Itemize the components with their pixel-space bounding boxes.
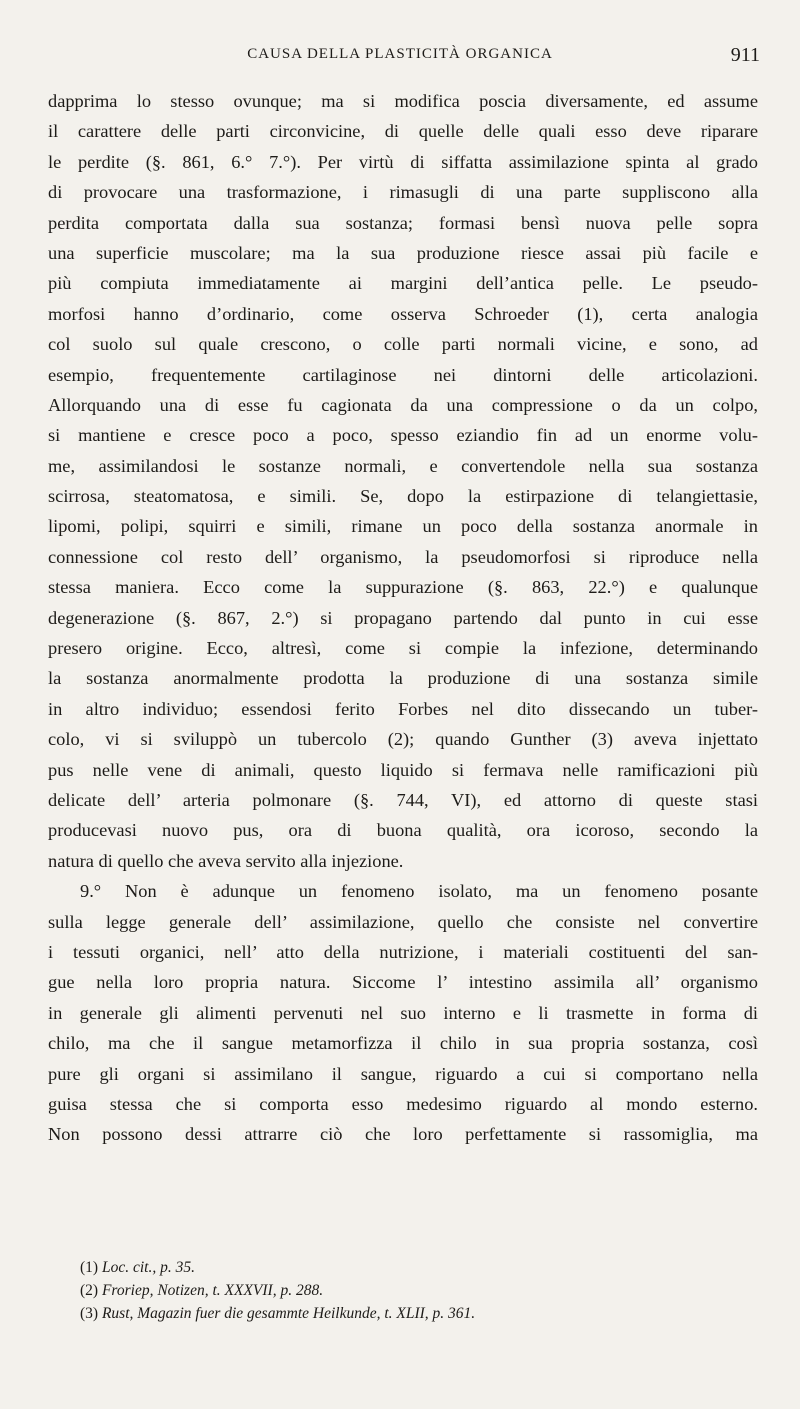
paragraph-end-line: natura di quello che aveva servito alla injezione. <box>48 850 404 871</box>
text-line: esempio, frequentemente cartilaginose nei dintorni delle articolazioni. <box>48 364 758 385</box>
footnote-text: Rust, Magazin fuer die gesammte Heilkunde, t. XLII, p. 361. <box>101 1305 476 1322</box>
text-line: di provocare una trasformazione, i rimasugli di una parte suppliscono alla <box>48 182 758 203</box>
text-line: pure gli organi si assimilano il sangue, riguardo a cui si comportano nella <box>48 1063 758 1084</box>
text-line: le perdite (§. 861, 6.° 7.°). Per virtù di siffatta assimilazione spinta al grado <box>48 151 758 172</box>
footnote-text: Loc. cit., p. 35. <box>101 1259 195 1276</box>
text-line: chilo, ma che il sangue metamorfizza il chilo in sua propria sostanza, così <box>48 1033 758 1054</box>
text-line: in altro individuo; essendosi ferito Forbes nel dito dissecando un tuber- <box>48 698 758 719</box>
footnote-number: (2) <box>80 1282 99 1299</box>
text-line: scirrosa, steatomatosa, e simili. Se, dopo la estirpazione di telangiettasie, <box>48 486 758 507</box>
text-line: delicate dell’ arteria polmonare (§. 744, VI), ed attorno di queste stasi <box>48 789 758 810</box>
text-line: i tessuti organici, nell’ atto della nutrizione, i materiali costituenti del san- <box>48 941 758 962</box>
text-line: gue nella loro propria natura. Siccome l’ intestino assimila all’ organismo <box>48 972 758 993</box>
text-line: producevasi nuovo pus, ora di buona qualità, ora icoroso, secondo la <box>48 820 758 841</box>
text-line: col suolo sul quale crescono, o colle parti normali vicine, e sono, ad <box>48 334 758 355</box>
footnote-3 <box>80 1302 760 1325</box>
text-line: una superficie muscolare; ma la sua produzione riesce assai più facile e <box>48 242 758 263</box>
text-line: in generale gli alimenti pervenuti nel suo interno e li trasmette in forma di <box>48 1002 758 1023</box>
body-text <box>48 86 758 1150</box>
text-line: più compiuta immediatamente ai margini dell’antica pelle. Le pseudo- <box>48 273 758 294</box>
footnote-2 <box>80 1279 760 1302</box>
footnote-number: (3) <box>80 1305 99 1322</box>
text-line: connessione col resto dell’ organismo, la pseudomorfosi si riproduce nella <box>48 546 758 567</box>
footnote-text: Froriep, Notizen, t. XXXVII, p. 288. <box>101 1282 324 1299</box>
footnote-number: (1) <box>80 1259 99 1276</box>
text-line: lipomi, polipi, squirri e simili, rimane un poco della sostanza anormale in <box>48 516 758 537</box>
paragraph-first-line: 9.° Non è adunque un fenomeno isolato, ma un fenomeno posante <box>80 881 758 902</box>
text-line: la sostanza anormalmente prodotta la produzione di una sostanza simile <box>48 668 758 689</box>
footnotes <box>80 1256 760 1325</box>
text-line: pus nelle vene di animali, questo liquido si fermava nelle ramificazioni più <box>48 759 758 780</box>
text-line: perdita comportata dalla sua sostanza; formasi bensì nuova pelle sopra <box>48 212 758 233</box>
text-line: si mantiene e cresce poco a poco, spesso eziandio fin ad un enorme volu- <box>48 425 758 446</box>
text-line: stessa maniera. Ecco come la suppurazione (§. 863, 22.°) e qualunque <box>48 577 758 598</box>
text-line: Allorquando una di esse fu cagionata da una compressione o da un colpo, <box>48 394 758 415</box>
text-line: il carattere delle parti circonvicine, di quelle delle quali esso deve riparare <box>48 121 758 142</box>
page-number: 911 <box>730 44 760 66</box>
running-head: CAUSA DELLA PLASTICITÀ ORGANICA <box>247 46 553 62</box>
text-line: guisa stessa che si comporta esso medesimo riguardo al mondo esterno. <box>48 1093 758 1114</box>
text-line: dapprima lo stesso ovunque; ma si modifica poscia diversamente, ed assume <box>48 91 758 111</box>
text-line: sulla legge generale dell’ assimilazione, quello che consiste nel convertire <box>48 911 758 932</box>
text-line: colo, vi si sviluppò un tubercolo (2); quando Gunther (3) aveva injettato <box>48 729 758 750</box>
text-line: me, assimilandosi le sostanze normali, e convertendole nella sua sostanza <box>48 455 758 476</box>
page-header <box>40 46 760 76</box>
text-line: morfosi hanno d’ordinario, come osserva Schroeder (1), certa analogia <box>48 303 758 324</box>
text-line: degenerazione (§. 867, 2.°) si propagano partendo dal punto in cui esse <box>48 607 758 628</box>
text-line: presero origine. Ecco, altresì, come si compie la infezione, determinando <box>48 638 758 659</box>
text-line: Non possono dessi attrarre ciò che loro perfettamente si rassomiglia, ma <box>48 1124 758 1145</box>
footnote-1 <box>80 1256 760 1279</box>
